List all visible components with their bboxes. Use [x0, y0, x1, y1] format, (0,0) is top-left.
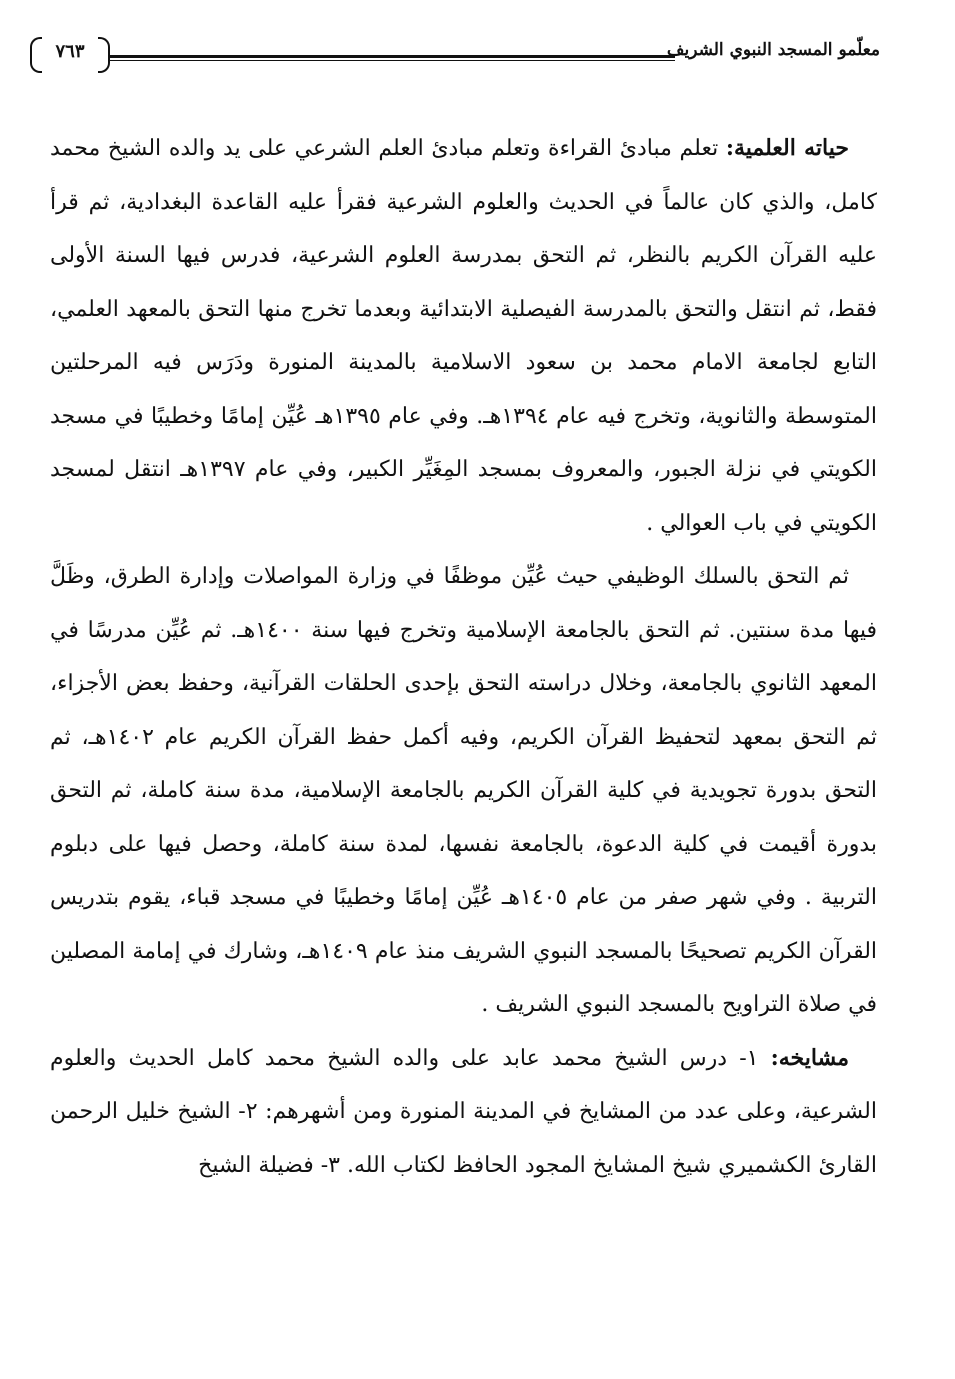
left-bracket-ornament: [30, 37, 42, 73]
header-rule: [108, 55, 675, 61]
running-title: معلّمو المسجد النبوي الشريف: [666, 40, 880, 60]
page-body: [50, 122, 877, 1192]
paragraph-text: تعلم مبادئ القراءة وتعلم مبادئ العلم الشرعي على يد والده الشيخ محمد كامل، والذي كان عالماً في الحديث والعلوم الشرعية فقرأ عليه القاعدة البغدادية، ثم قرأ عليه القرآن الكريم بالنظر، ثم التحق بمدرسة العلوم الشرعية، فدرس فيها السنة الأولى فقط، ثم انتقل والتحق بالمدرسة الفيصلية الابتدائية وبعدما تخرج منها التحق بالمعهد العلمي، التابع لجامعة الامام محمد بن سعود الاسلامية بالمدينة المنورة ودَرَس فيه المرحلتين المتوسطة والثانوية، وتخرج فيه عام ١٣٩٤هـ. وفي عام ١٣٩٥هـ عُيِّن إمامًا وخطيبًا في مسجد الكويتي في نزلة الجبور، والمعروف بمسجد المِغَيِّر الكبير، وفي عام ١٣٩٧هـ انتقل لمسجد الكويتي في باب العوالي .: [50, 136, 877, 536]
page-number: ٧٦٣: [55, 41, 85, 62]
paragraph-career: [50, 550, 877, 1032]
paragraph-text: ١- درس الشيخ محمد عابد على والده الشيخ محمد كامل الحديث والعلوم الشرعية، وعلى عدد من المشايخ في المدينة المنورة ومن أشهرهم: ٢- الشيخ خليل الرحمن القارئ الكشميري شيخ المشايخ المجود الحافظ لكتاب الله. ٣- فضيلة الشيخ: [50, 1045, 877, 1178]
paragraph-text: ثم التحق بالسلك الوظيفي حيث عُيِّن موظفًا في وزارة المواصلات وإدارة الطرق، وظَلَّ فيها مدة سنتين. ثم التحق بالجامعة الإسلامية وتخرج فيها سنة ١٤٠٠هـ. ثم عُيِّن مدرسًا في المعهد الثانوي بالجامعة، وخلال دراسته التحق بإحدى الحلقات القرآنية، وحفظ بعض الأجزاء، ثم التحق بمعهد لتحفيظ القرآن الكريم، وفيه أكمل حفظ القرآن الكريم عام ١٤٠٢هـ، ثم التحق بدورة تجويدية في كلية القرآن الكريم بالجامعة الإسلامية، مدة سنة كاملة، ثم التحق بدورة أقيمت في كلية الدعوة، بالجامعة نفسها، لمدة سنة كاملة، وحصل فيها على دبلوم التربية . وفي شهر صفر من عام ١٤٠٥هـ عُيِّن إمامًا وخطيبًا في مسجد قباء، يقوم بتدريس القرآن الكريم تصحيحًا بالمسجد النبوي الشريف منذ عام ١٤٠٩هـ، وشارك في إمامة المصلين في صلاة التراويح بالمسجد النبوي الشريف .: [50, 564, 878, 1017]
paragraph-teachers: [50, 1032, 877, 1193]
paragraph-scholarly-life: [50, 122, 877, 550]
page-number-frame: [30, 34, 110, 72]
section-heading-scholarly-life: حياته العلمية:: [725, 135, 849, 161]
page-header: [30, 34, 880, 74]
section-heading-teachers: مشايخه:: [770, 1044, 849, 1071]
